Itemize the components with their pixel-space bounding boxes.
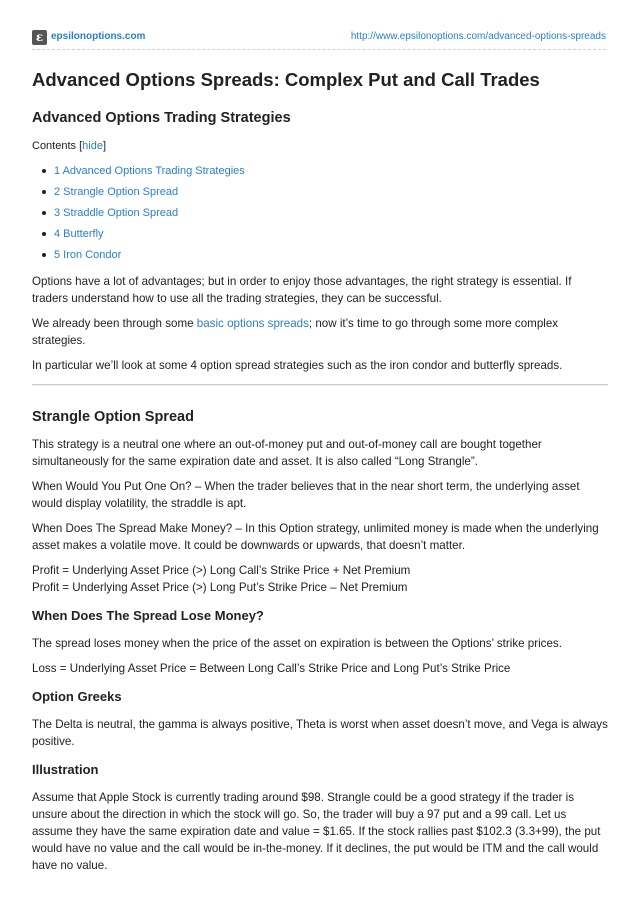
header-divider [32, 49, 606, 50]
greeks-paragraph: The Delta is neutral, the gamma is always positive, Theta is worst when asset doesn’t move, and Vega is always positive. [32, 718, 608, 748]
strangle-paragraph-3: When Does The Spread Make Money? – In this Option strategy, unlimited money is made when the underlying asset makes a volatile move. It could be downwards or upwards, that doesn’t matter. [32, 522, 599, 552]
toc-label: Contents [ [32, 140, 83, 152]
section-heading-strangle: Strangle Option Spread [32, 409, 194, 425]
toc-link-5[interactable]: 5 Iron Condor [54, 249, 122, 261]
section-heading-illustration: Illustration [32, 762, 99, 777]
toc-item[interactable] [42, 182, 608, 203]
lose-paragraph-1: The spread loses money when the price of the asset on expiration is between the Options’ strike prices. [32, 637, 562, 650]
toc-link-3[interactable]: 3 Straddle Option Spread [54, 207, 179, 219]
page-header [32, 26, 606, 50]
toc-link-4[interactable]: 4 Butterfly [54, 228, 104, 240]
intro-text-after: ; now it’s time to go through some more complex strategies. [32, 317, 559, 347]
intro-paragraph-1: Options have a lot of advantages; but in order to enjoy those advantages, the right strategy is essential. If traders understand how to use all the trading strategies, they can be successful. [32, 275, 572, 305]
strangle-paragraph-2: When Would You Put One On? – When the trader believes that in the near short term, the underlying asset would display volatility, the straddle is apt. [32, 480, 580, 510]
basic-options-spreads-link[interactable]: basic options spreads [196, 317, 309, 330]
toc-header [32, 138, 608, 155]
profit-formula-2: Profit = Underlying Asset Price (>) Long Put’s Strike Price – Net Premium [32, 581, 408, 594]
profit-formula-1: Profit = Underlying Asset Price (>) Long Call’s Strike Price + Net Premium [32, 564, 411, 577]
article-content [32, 68, 608, 874]
illustration-paragraph: Assume that Apple Stock is currently trading around $98. Strangle could be a good strategy if the trader is unsure about the direction in which the stock will go. So, the trader will buy a 97 put and a 99 call. Let us assume they have the same expiration date and value = $1.65. If the stock rallies past $102.3 (3.3+99), the put would have no value and the call would be in-the-money. If it declines, the put would be ITM and the call would have no value. [32, 791, 601, 872]
intro-paragraph-2 [32, 315, 608, 349]
toc-link-1[interactable]: 1 Advanced Options Trading Strategies [54, 165, 245, 177]
site-logo-icon: ε [32, 30, 47, 45]
toc-hide-link[interactable]: hide [82, 140, 103, 152]
toc-bracket: ] [102, 140, 106, 152]
section-heading-greeks: Option Greeks [32, 689, 122, 704]
strangle-paragraph-1: This strategy is a neutral one where an out-of-money put and out-of-money call are bought together simultaneously for the same expiration date and asset. It is also called “Long Strangle”. [32, 438, 542, 468]
toc-item[interactable] [42, 245, 608, 266]
intro-text-before: We already been through some [32, 317, 197, 330]
loss-formula: Loss = Underlying Asset Price = Between Long Call’s Strike Price and Long Put’s Strike Price [32, 662, 511, 675]
toc-item[interactable] [42, 224, 608, 245]
section-heading-advanced: Advanced Options Trading Strategies [32, 110, 291, 126]
toc-item[interactable] [42, 161, 608, 182]
page-title: Advanced Options Spreads: Complex Put and Call Trades [32, 69, 540, 90]
site-name-link[interactable]: epsilonoptions.com [51, 31, 146, 42]
table-of-contents [32, 161, 608, 266]
toc-item[interactable] [42, 203, 608, 224]
toc-link-2[interactable]: 2 Strangle Option Spread [54, 186, 179, 198]
page-url-link[interactable]: http://www.epsilonoptions.com/advanced-options-spreads [350, 31, 606, 42]
section-heading-lose-money: When Does The Spread Lose Money? [32, 608, 264, 623]
intro-paragraph-3: In particular we’ll look at some 4 option spread strategies such as the iron condor and butterfly spreads. [32, 359, 563, 372]
